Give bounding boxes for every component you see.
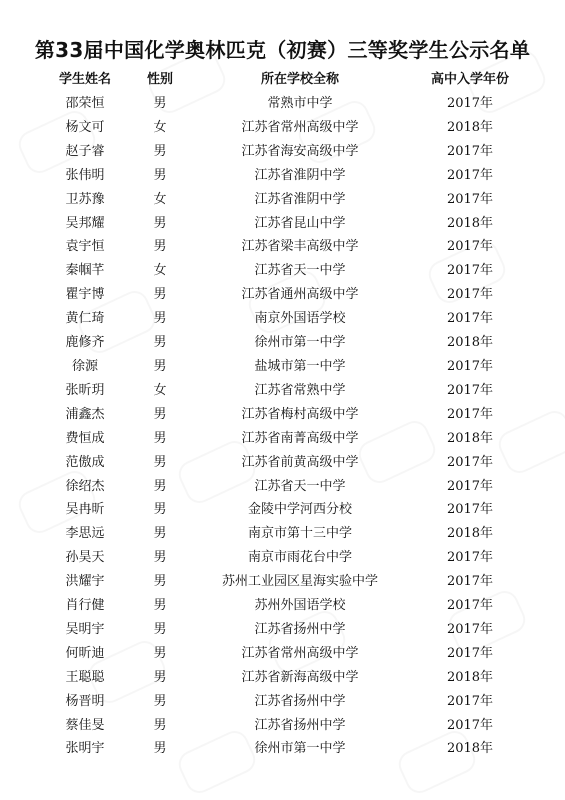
cell-enrollment-year: 2017年 (446, 311, 494, 327)
cell-school: 江苏省天一中学 (254, 478, 346, 494)
table-row (40, 116, 530, 140)
table-row (40, 235, 530, 259)
cell-gender: 男 (153, 621, 167, 637)
table-row (40, 737, 530, 761)
cell-student-name: 洪耀宇 (65, 574, 105, 590)
cell-enrollment-year: 2018年 (446, 119, 494, 135)
table-row (40, 666, 530, 690)
cell-student-name: 徐绍杰 (65, 478, 105, 494)
cell-school: 江苏省扬州中学 (254, 693, 346, 709)
cell-enrollment-year: 2017年 (446, 550, 494, 566)
cell-student-name: 吴邦耀 (65, 215, 105, 231)
cell-enrollment-year: 2018年 (446, 335, 494, 351)
cell-school: 江苏省天一中学 (254, 263, 346, 279)
cell-enrollment-year: 2018年 (446, 669, 494, 685)
cell-enrollment-year: 2017年 (446, 645, 494, 661)
cell-student-name: 费恒成 (65, 430, 105, 446)
table-row (40, 618, 530, 642)
cell-gender: 男 (153, 526, 167, 542)
cell-gender: 男 (153, 311, 167, 327)
cell-enrollment-year: 2017年 (446, 454, 494, 470)
table-row (40, 188, 530, 212)
cell-student-name: 李思远 (65, 526, 105, 542)
cell-student-name: 邵荣恒 (65, 96, 105, 111)
cell-gender: 男 (153, 645, 167, 661)
cell-school: 江苏省常州高级中学 (241, 119, 359, 135)
cell-student-name: 张伟明 (65, 167, 105, 183)
table-header (40, 68, 530, 92)
cell-gender: 男 (153, 741, 167, 757)
cell-student-name: 蔡佳旻 (65, 717, 105, 733)
cell-student-name: 何昕迪 (65, 645, 105, 661)
cell-enrollment-year: 2018年 (446, 741, 494, 757)
table-row (40, 570, 530, 594)
cell-gender: 男 (153, 215, 167, 231)
cell-enrollment-year: 2017年 (446, 502, 494, 518)
cell-gender: 男 (153, 454, 167, 470)
cell-school: 徐州市第一中学 (254, 335, 346, 351)
cell-student-name: 赵子睿 (65, 143, 105, 159)
cell-school: 江苏省扬州中学 (254, 717, 346, 733)
table-row (40, 403, 530, 427)
table-row (40, 451, 530, 475)
cell-school: 江苏省通州高级中学 (241, 287, 359, 303)
cell-school: 徐州市第一中学 (254, 741, 346, 757)
cell-enrollment-year: 2018年 (446, 430, 494, 446)
cell-gender: 女 (153, 382, 167, 398)
cell-gender: 男 (153, 550, 167, 566)
cell-enrollment-year: 2017年 (446, 287, 494, 303)
cell-enrollment-year: 2017年 (446, 167, 494, 183)
cell-gender: 男 (153, 335, 167, 351)
cell-enrollment-year: 2017年 (446, 96, 494, 111)
cell-student-name: 张昕玥 (65, 382, 105, 398)
page-title: 第33届中国化学奥林匹克（初赛）三等奖学生公示名单 (34, 38, 531, 62)
cell-school: 江苏省昆山中学 (254, 215, 346, 231)
cell-student-name: 卫苏豫 (65, 191, 105, 207)
cell-student-name: 秦帼芊 (65, 263, 105, 279)
cell-gender: 男 (153, 478, 167, 494)
cell-enrollment-year: 2017年 (446, 478, 494, 494)
table-row (40, 164, 530, 188)
cell-school: 南京外国语学校 (254, 311, 346, 327)
cell-student-name: 鹿修齐 (65, 335, 105, 351)
cell-student-name: 瞿宇博 (65, 287, 105, 303)
cell-gender: 男 (153, 430, 167, 446)
cell-gender: 男 (153, 693, 167, 709)
header-row (40, 68, 530, 92)
table-row (40, 92, 530, 116)
header-student-name: 学生姓名 (58, 72, 111, 87)
cell-student-name: 孙昊天 (65, 550, 105, 566)
cell-student-name: 王聪聪 (65, 669, 105, 685)
table-row (40, 379, 530, 403)
cell-student-name: 杨文可 (65, 119, 105, 135)
cell-school: 南京市第十三中学 (247, 526, 352, 542)
table-row (40, 427, 530, 451)
table-row (40, 140, 530, 164)
cell-gender: 女 (153, 191, 167, 207)
award-list-table (40, 68, 530, 761)
cell-gender: 男 (153, 287, 167, 303)
cell-enrollment-year: 2017年 (446, 358, 494, 374)
table-row (40, 498, 530, 522)
cell-student-name: 吴明宇 (65, 621, 105, 637)
cell-school: 南京市雨花台中学 (247, 550, 352, 566)
cell-school: 苏州工业园区星海实验中学 (221, 574, 378, 590)
cell-enrollment-year: 2017年 (446, 621, 494, 637)
cell-gender: 男 (153, 167, 167, 183)
cell-gender: 男 (153, 239, 167, 255)
cell-school: 江苏省海安高级中学 (241, 143, 359, 159)
cell-gender: 女 (153, 119, 167, 135)
table-row (40, 331, 530, 355)
cell-gender: 男 (153, 717, 167, 733)
cell-student-name: 徐源 (71, 358, 98, 374)
cell-student-name: 吴冉昕 (65, 502, 105, 518)
cell-school: 江苏省淮阴中学 (254, 167, 346, 183)
cell-student-name: 黄仁琦 (65, 311, 105, 327)
cell-gender: 男 (153, 598, 167, 614)
header-gender: 性别 (146, 72, 173, 87)
cell-enrollment-year: 2017年 (446, 191, 494, 207)
cell-gender: 男 (153, 574, 167, 590)
table-row (40, 546, 530, 570)
cell-school: 江苏省常州高级中学 (241, 645, 359, 661)
table-row (40, 283, 530, 307)
table-row (40, 594, 530, 618)
cell-enrollment-year: 2017年 (446, 382, 494, 398)
cell-gender: 男 (153, 406, 167, 422)
cell-enrollment-year: 2017年 (446, 263, 494, 279)
cell-school: 金陵中学河西分校 (247, 502, 352, 518)
table-row (40, 307, 530, 331)
table-row (40, 522, 530, 546)
cell-enrollment-year: 2018年 (446, 215, 494, 231)
cell-gender: 男 (153, 96, 167, 111)
cell-student-name: 袁宇恒 (65, 239, 105, 255)
cell-enrollment-year: 2018年 (446, 526, 494, 542)
cell-gender: 男 (153, 358, 167, 374)
cell-enrollment-year: 2017年 (446, 239, 494, 255)
cell-enrollment-year: 2017年 (446, 143, 494, 159)
cell-student-name: 杨晋明 (65, 693, 105, 709)
table-body (40, 92, 530, 761)
cell-gender: 男 (153, 669, 167, 685)
cell-school: 江苏省新海高级中学 (241, 669, 359, 685)
table-row (40, 212, 530, 236)
table-row (40, 714, 530, 738)
header-enrollment-year: 高中入学年份 (430, 72, 509, 87)
table-row (40, 690, 530, 714)
table-row (40, 259, 530, 283)
cell-school: 常熟市中学 (267, 96, 333, 111)
cell-school: 江苏省淮阴中学 (254, 191, 346, 207)
cell-student-name: 张明宇 (65, 741, 105, 757)
cell-school: 盐城市第一中学 (254, 358, 346, 374)
cell-enrollment-year: 2017年 (446, 693, 494, 709)
cell-gender: 女 (153, 263, 167, 279)
table-row (40, 475, 530, 499)
cell-enrollment-year: 2017年 (446, 406, 494, 422)
cell-student-name: 范傲成 (65, 454, 105, 470)
cell-gender: 男 (153, 502, 167, 518)
cell-school: 江苏省梅村高级中学 (241, 406, 359, 422)
cell-school: 江苏省扬州中学 (254, 621, 346, 637)
table-row (40, 355, 530, 379)
cell-gender: 男 (153, 143, 167, 159)
cell-enrollment-year: 2017年 (446, 598, 494, 614)
cell-student-name: 浦鑫杰 (65, 406, 105, 422)
cell-enrollment-year: 2017年 (446, 717, 494, 733)
cell-school: 江苏省常熟中学 (254, 382, 346, 398)
cell-student-name: 肖行健 (65, 598, 105, 614)
table-row (40, 642, 530, 666)
cell-enrollment-year: 2017年 (446, 574, 494, 590)
cell-school: 苏州外国语学校 (254, 598, 346, 614)
cell-school: 江苏省南菁高级中学 (241, 430, 359, 446)
cell-school: 江苏省梁丰高级中学 (241, 239, 359, 255)
header-school: 所在学校全称 (260, 72, 339, 87)
cell-school: 江苏省前黄高级中学 (241, 454, 359, 470)
